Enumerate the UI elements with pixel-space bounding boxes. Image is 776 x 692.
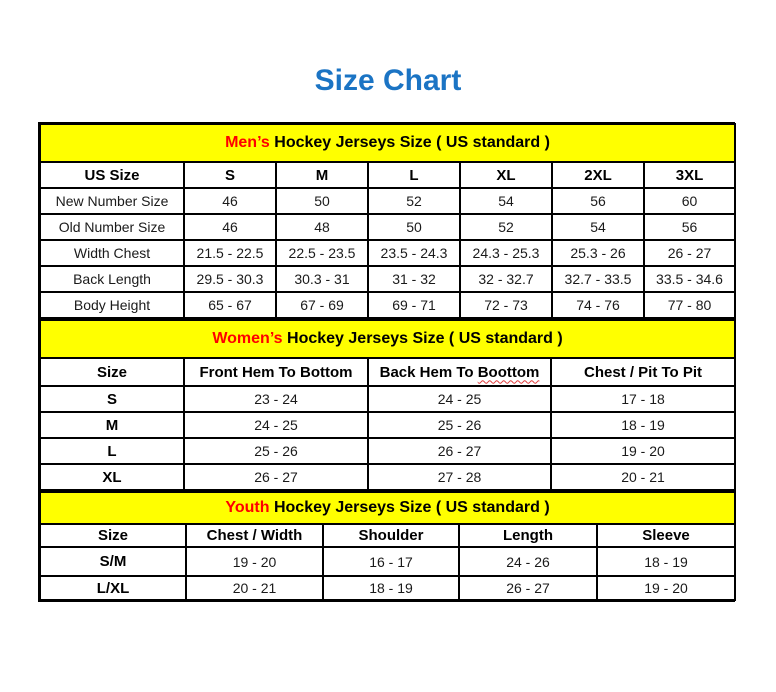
size-value-cell: 25 - 26 [184, 438, 368, 464]
womens-banner-text [40, 320, 735, 358]
womens-header-row [40, 358, 735, 386]
row-label: S [40, 386, 184, 412]
column-header: Shoulder [323, 524, 459, 547]
womens-size-table [39, 319, 736, 491]
size-value-cell: 18 - 19 [597, 547, 735, 576]
size-value-cell: 56 [552, 188, 644, 214]
mens-banner-highlight: Men’s [225, 134, 270, 151]
column-header: US Size [40, 162, 184, 188]
size-value-cell: 24 - 26 [459, 547, 597, 576]
mens-size-table [39, 123, 736, 319]
row-label: XL [40, 464, 184, 490]
table-row [40, 412, 735, 438]
size-value-cell: 32.7 - 33.5 [552, 266, 644, 292]
size-chart-table [38, 122, 735, 602]
size-value-cell: 77 - 80 [644, 292, 735, 318]
size-value-cell: 18 - 19 [551, 412, 735, 438]
womens-section-banner [40, 320, 735, 358]
womens-banner-highlight: Women’s [212, 330, 283, 347]
mens-banner-text [40, 124, 735, 162]
size-value-cell: 60 [644, 188, 735, 214]
row-label: L/XL [40, 576, 186, 600]
mens-banner-rest: Hockey Jerseys Size ( US standard ) [269, 134, 550, 151]
womens-banner-rest: Hockey Jerseys Size ( US standard ) [282, 330, 563, 347]
size-value-cell: 33.5 - 34.6 [644, 266, 735, 292]
size-value-cell: 52 [460, 214, 552, 240]
size-value-cell: 31 - 32 [368, 266, 460, 292]
row-label: Width Chest [40, 240, 184, 266]
row-label: Body Height [40, 292, 184, 318]
row-label: S/M [40, 547, 186, 576]
size-value-cell: 54 [552, 214, 644, 240]
youth-size-table [39, 491, 736, 601]
size-value-cell: 19 - 20 [597, 576, 735, 600]
size-value-cell: 25.3 - 26 [552, 240, 644, 266]
size-value-cell: 20 - 21 [551, 464, 735, 490]
column-header: L [368, 162, 460, 188]
size-value-cell: 24 - 25 [184, 412, 368, 438]
size-value-cell: 46 [184, 188, 276, 214]
size-value-cell: 46 [184, 214, 276, 240]
column-header-text: Back Hem To [379, 363, 478, 381]
youth-section-banner [40, 492, 735, 524]
column-header: Chest / Pit To Pit [551, 358, 735, 386]
size-value-cell: 48 [276, 214, 368, 240]
table-row [40, 438, 735, 464]
table-row [40, 292, 735, 318]
table-row [40, 240, 735, 266]
size-value-cell: 56 [644, 214, 735, 240]
size-value-cell: 26 - 27 [644, 240, 735, 266]
table-row [40, 266, 735, 292]
youth-banner-highlight: Youth [225, 499, 270, 516]
size-value-cell: 74 - 76 [552, 292, 644, 318]
row-label: Old Number Size [40, 214, 184, 240]
table-row [40, 214, 735, 240]
size-value-cell: 32 - 32.7 [460, 266, 552, 292]
column-header: Length [459, 524, 597, 547]
page-title: Size Chart [314, 64, 462, 97]
size-value-cell: 23 - 24 [184, 386, 368, 412]
size-value-cell: 24 - 25 [368, 386, 551, 412]
size-value-cell: 21.5 - 22.5 [184, 240, 276, 266]
row-label: L [40, 438, 184, 464]
column-header: M [276, 162, 368, 188]
size-value-cell: 54 [460, 188, 552, 214]
table-row [40, 576, 735, 600]
size-value-cell: 65 - 67 [184, 292, 276, 318]
row-label: Back Length [40, 266, 184, 292]
size-value-cell: 26 - 27 [459, 576, 597, 600]
size-value-cell: 30.3 - 31 [276, 266, 368, 292]
size-value-cell: 19 - 20 [186, 547, 323, 576]
column-header: 2XL [552, 162, 644, 188]
mens-section-banner [40, 124, 735, 162]
size-value-cell: 18 - 19 [323, 576, 459, 600]
size-value-cell: 25 - 26 [368, 412, 551, 438]
size-value-cell: 22.5 - 23.5 [276, 240, 368, 266]
table-row [40, 547, 735, 576]
size-value-cell: 23.5 - 24.3 [368, 240, 460, 266]
size-value-cell: 69 - 71 [368, 292, 460, 318]
size-value-cell: 20 - 21 [186, 576, 323, 600]
column-header: Front Hem To Bottom [184, 358, 368, 386]
size-value-cell: 67 - 69 [276, 292, 368, 318]
size-value-cell: 52 [368, 188, 460, 214]
table-row [40, 464, 735, 490]
table-row [40, 188, 735, 214]
size-value-cell: 27 - 28 [368, 464, 551, 490]
size-value-cell: 72 - 73 [460, 292, 552, 318]
size-value-cell: 24.3 - 25.3 [460, 240, 552, 266]
youth-header-row [40, 524, 735, 547]
column-header: 3XL [644, 162, 735, 188]
table-row [40, 386, 735, 412]
size-value-cell: 50 [368, 214, 460, 240]
row-label: M [40, 412, 184, 438]
column-header: S [184, 162, 276, 188]
column-header [368, 358, 551, 386]
column-header: Sleeve [597, 524, 735, 547]
mens-header-row [40, 162, 735, 188]
size-value-cell: 19 - 20 [551, 438, 735, 464]
column-header: XL [460, 162, 552, 188]
size-value-cell: 29.5 - 30.3 [184, 266, 276, 292]
size-value-cell: 50 [276, 188, 368, 214]
column-header: Size [40, 524, 186, 547]
size-value-cell: 16 - 17 [323, 547, 459, 576]
row-label: New Number Size [40, 188, 184, 214]
column-header: Size [40, 358, 184, 386]
youth-banner-text [40, 492, 735, 524]
size-value-cell: 26 - 27 [184, 464, 368, 490]
column-header: Chest / Width [186, 524, 323, 547]
youth-banner-rest: Hockey Jerseys Size ( US standard ) [269, 499, 550, 516]
size-value-cell: 17 - 18 [551, 386, 735, 412]
size-value-cell: 26 - 27 [368, 438, 551, 464]
misspelled-word: Boottom [477, 363, 540, 381]
